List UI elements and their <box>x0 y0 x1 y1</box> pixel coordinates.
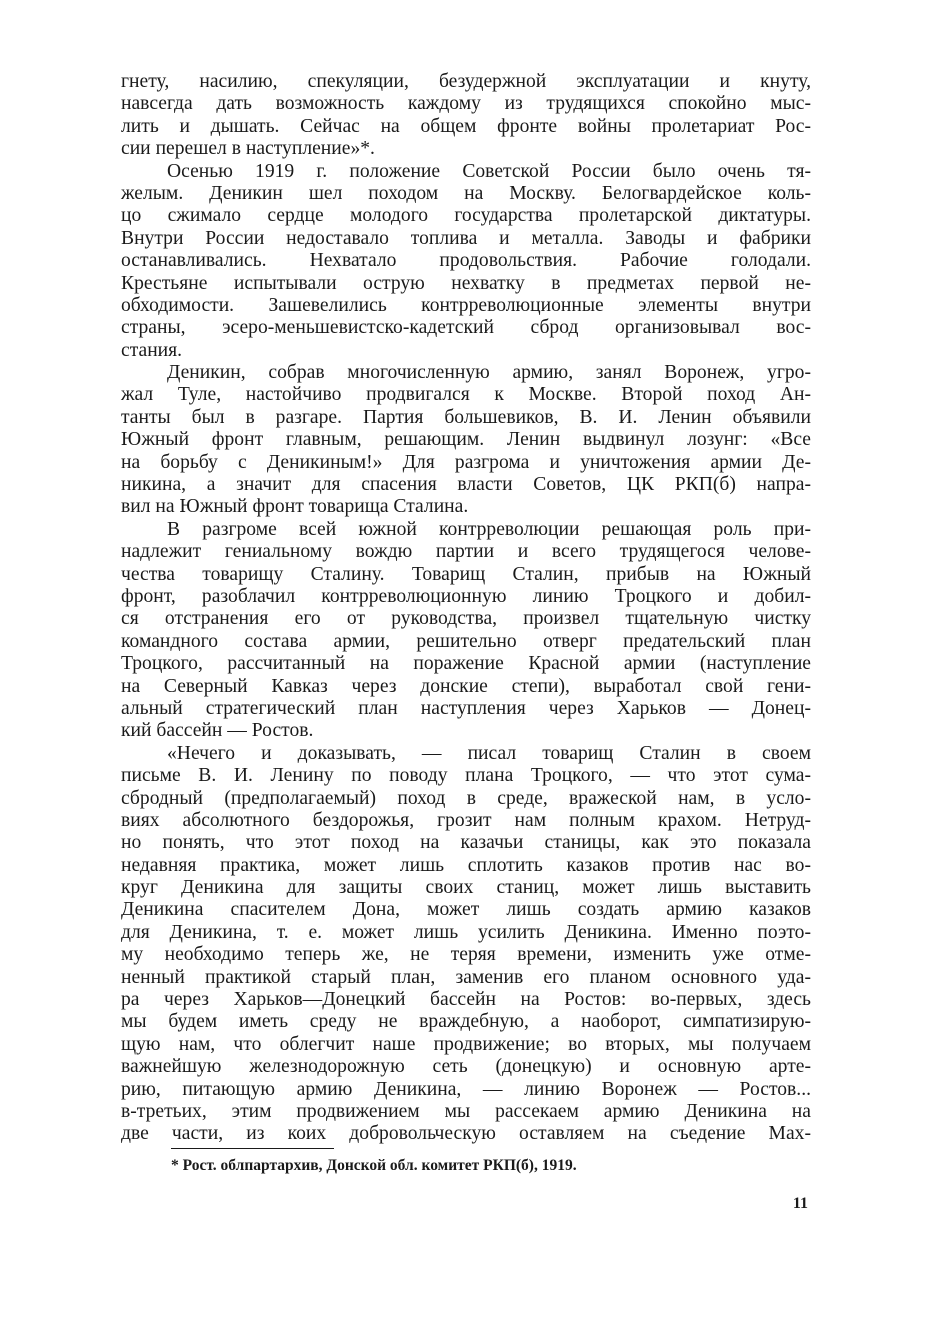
text-line: важнейшую железнодорожную сеть (донецкую) и основную арте- <box>121 1056 811 1078</box>
text-line: никина, а значит для спасения власти Советов, ЦК РКП(б) напра- <box>121 474 811 496</box>
footnote: * Рост. облпартархив, Донской обл. комитет РКП(б), 1919. <box>171 1157 577 1174</box>
text-line: две части, из коих добровольческую оставляем на съедение Мах- <box>121 1123 811 1145</box>
text-line: останавливались. Нехватало продовольствия. Рабочие голодали. <box>121 250 811 272</box>
text-line: Деникина спасителем Дона, может лишь создать армию казаков <box>121 899 811 921</box>
text-line: для Деникина, т. е. может лишь усилить Деникина. Именно поэто- <box>121 921 811 943</box>
text-line: желым. Деникин шел походом на Москву. Белогвардейское коль- <box>121 182 811 204</box>
text-line: страны, эсеро-меньшевистско-кадетский сброд организовывал вос- <box>121 317 811 339</box>
text-line: обходимости. Зашевелились контрреволюционные элементы внутри <box>121 294 811 316</box>
paragraph-3 <box>121 362 811 519</box>
text-line: вил на Южный фронт товарища Сталина. <box>121 496 469 518</box>
text-line: надлежит гениальному вождю партии и всего трудящегося челове- <box>121 541 811 563</box>
text-line: недавняя практика, может лишь сплотить казаков против нас во- <box>121 854 811 876</box>
text-line: сбродный (предполагаемый) поход в среде, вражеской нам, в усло- <box>121 787 811 809</box>
text-line: фронт, разоблачил контрреволюционную линию Троцкого и добил- <box>121 585 811 607</box>
text-line: чества товарищу Сталину. Товарищ Сталин, прибыв на Южный <box>121 563 811 585</box>
paragraph-2 <box>121 161 811 363</box>
page-number: 11 <box>792 1195 808 1212</box>
text-line: стания. <box>121 339 183 361</box>
text-line: му необходимо теперь же, не теряя времени, изменить уже отме- <box>121 944 811 966</box>
footnote-divider <box>171 1148 334 1149</box>
text-line: рию, питающую армию Деникина, — линию Воронеж — Ростов... <box>121 1078 811 1100</box>
paragraph-1 <box>121 71 811 161</box>
text-line: танты был в разгаре. Партия большевиков, В. И. Ленин объявили <box>121 406 811 428</box>
paragraph-5-quote <box>121 743 811 1146</box>
text-line: письме В. И. Ленину по поводу плана Троцкого, — что этот сума- <box>121 765 811 787</box>
text-line: Южный фронт главным, решающим. Ленин выдвинул лозунг: «Все <box>121 429 811 451</box>
page-body <box>121 71 811 1146</box>
text-line: ненный практикой старый план, заменив его планом основного уда- <box>121 966 811 988</box>
text-line: В разгроме всей южной контрреволюции решающая роль при- <box>167 518 811 540</box>
text-line: ся отстранения его от руководства, произвел тщательную чистку <box>121 608 811 630</box>
text-line: в-третьих, этим продвижением мы рассекаем армию Деникина на <box>121 1100 811 1122</box>
text-line: навсегда дать возможность каждому из трудящихся спокойно мыс- <box>121 93 811 115</box>
text-line: Внутри России недоставало топлива и металла. Заводы и фабрики <box>121 227 811 249</box>
text-line: Деникин, собрав многочисленную армию, занял Воронеж, угро- <box>167 362 811 384</box>
text-line: Троцкого, рассчитанный на поражение Красной армии (наступление <box>121 653 811 675</box>
text-line: альный стратегический план наступления через Харьков — Донец- <box>121 697 811 719</box>
text-line: цо сжимало сердце молодого государства пролетарской диктатуры. <box>121 205 811 227</box>
text-line: сии перешел в наступление»*. <box>121 138 375 160</box>
text-line: командного состава армии, решительно отверг предательский план <box>121 630 811 652</box>
text-line: жал Туле, настойчиво продвигался к Москве. Второй поход Ан- <box>121 384 811 406</box>
text-line: на Северный Кавказ через донские степи), выработал свой гени- <box>121 675 811 697</box>
text-line: кий бассейн — Ростов. <box>121 720 314 742</box>
text-line: Крестьяне испытывали острую нехватку в предметах первой не- <box>121 272 811 294</box>
text-line: щую нам, что облегчит наше продвижение; во вторых, мы получаем <box>121 1033 811 1055</box>
text-line: на борьбу с Деникиным!» Для разгрома и уничтожения армии Де- <box>121 451 811 473</box>
paragraph-4 <box>121 519 811 743</box>
text-line: мы будем иметь среду не враждебную, а наоборот, симпатизирую- <box>121 1011 811 1033</box>
text-line: гнету, насилию, спекуляции, безудержной эксплуатации и кнуту, <box>121 71 811 92</box>
text-line: круг Деникина для защиты своих станиц, может лишь выставить <box>121 877 811 899</box>
text-line: Осенью 1919 г. положение Советской России было очень тя- <box>167 160 811 182</box>
text-line: но понять, что этот поход на казачьи станицы, как это показала <box>121 832 811 854</box>
text-line: лить и дышать. Сейчас на общем фронте войны пролетариат Рос- <box>121 115 811 137</box>
text-line: «Нечего и доказывать, — писал товарищ Сталин в своем <box>167 742 811 764</box>
text-line: ра через Харьков—Донецкий бассейн на Ростов: во-первых, здесь <box>121 989 811 1011</box>
text-line: виях абсолютного бездорожья, грозит нам полным крахом. Нетруд- <box>121 809 811 831</box>
